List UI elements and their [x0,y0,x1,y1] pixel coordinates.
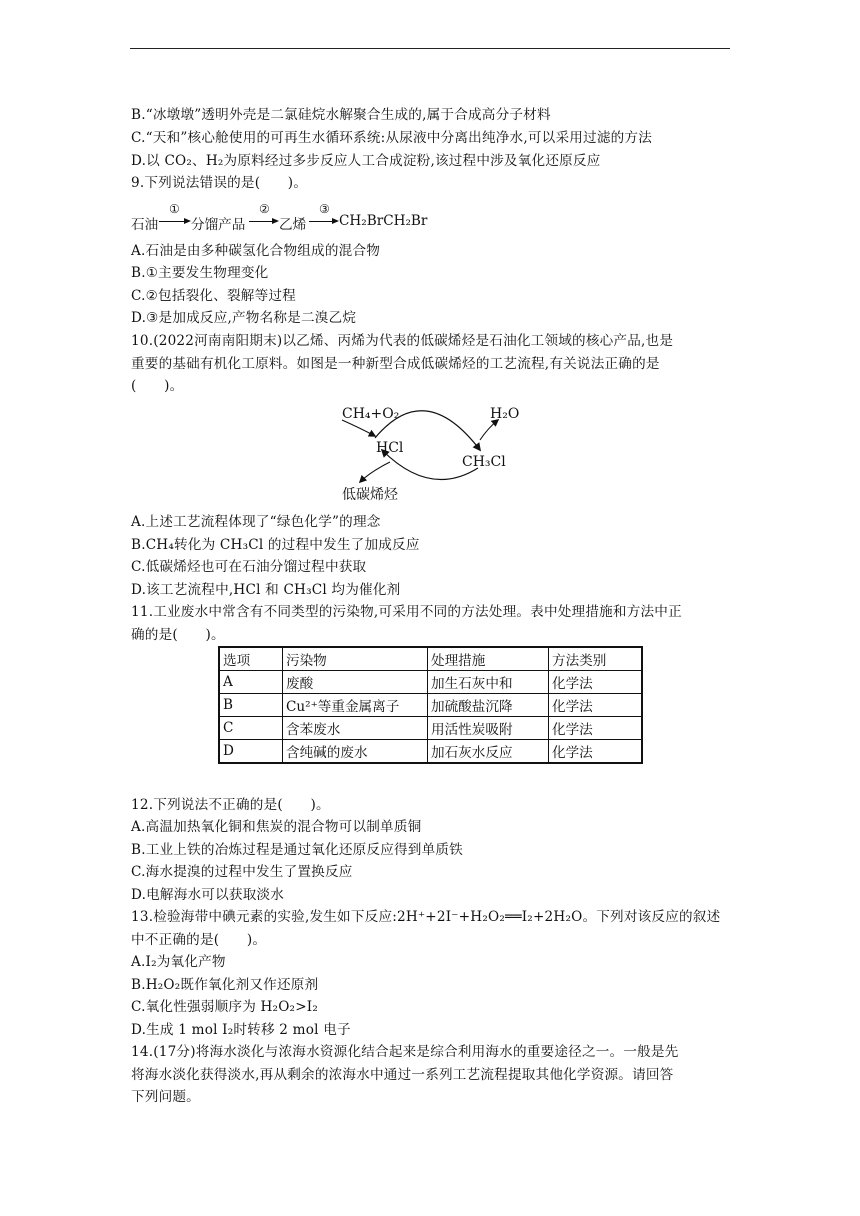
q10-option-b: B.CH₄转化为 CH₃Cl 的过程中发生了加成反应 [131,537,420,553]
diagram-output: H₂O [490,406,520,422]
table-cell: C [219,717,283,740]
table-cell: 废酸 [283,671,428,694]
q12-option-a: A.高温加热氧化铜和焦炭的混合物可以制单质铜 [131,819,422,835]
q13-option-c: C.氧化性强弱顺序为 H₂O₂>I₂ [131,999,319,1015]
table-header: 污染物 [283,647,428,671]
diagram-ch3cl: CH₃Cl [462,454,506,470]
q13-option-a: A.I₂为氧化产物 [131,954,226,970]
q10-option-d: D.该工艺流程中,HCl 和 CH₃Cl 均为催化剂 [131,582,401,598]
table-cell: D [219,740,283,764]
table-cell: 加硫酸盐沉降 [428,694,549,717]
q11-stem-2: 确的是( )。 [131,627,225,643]
output-arrow [480,420,498,440]
table-row [219,671,642,694]
q8-option-c: C.“天和”核心舱使用的可再生水循环系统:从尿液中分离出纯净水,可以采用过滤的方法 [131,130,653,146]
q10-stem-1: 10.(2022河南南阳期末)以乙烯、丙烯为代表的低碳烯烃是石油化工领域的核心产品,也是 [131,333,674,349]
q12-stem: 12.下列说法不正确的是( )。 [131,797,330,813]
q10-option-c: C.低碳烯烃也可在石油分馏过程中获取 [131,559,367,575]
table-header: 选项 [219,647,283,671]
q14-stem-2: 将海水淡化获得淡水,再从剩余的浓海水中通过一系列工艺流程提取其他化学资源。请回答 [131,1067,674,1083]
table-header: 方法类别 [549,647,643,671]
q13-stem-1: 13.检验海带中碘元素的实验,发生如下反应:2H⁺+2I⁻+H₂O₂══I₂+2H₂O。下列对该反应的叙述 [131,909,721,925]
table-cell: A [219,671,283,694]
table-cell: 加石灰水反应 [428,740,549,764]
table-row [219,740,642,764]
scheme-product: CH₂BrCH₂Br [339,213,428,229]
q9-option-d: D.③是加成反应,产物名称是二溴乙烷 [131,310,357,326]
diagram-hcl: HCl [376,440,404,456]
q9-option-a: A.石油是由多种碳氢化合物组成的混合物 [131,243,381,259]
q8-option-b: B.“冰墩墩”透明外壳是二氯硅烷水解聚合生成的,属于合成高分子材料 [131,107,551,123]
q13-option-d: D.生成 1 mol I₂时转移 2 mol 电子 [131,1022,351,1038]
q10-option-a: A.上述工艺流程体现了“绿色化学”的理念 [131,514,381,530]
table-cell: 化学法 [549,694,643,717]
q12-option-d: D.电解海水可以获取淡水 [131,887,285,903]
scheme-petroleum: 石油 [131,217,159,233]
q9-option-c: C.②包括裂化、裂解等过程 [131,288,296,304]
q13-option-b: B.H₂O₂既作氧化剂又作还原剂 [131,977,319,993]
q14-stem-3: 下列问题。 [131,1089,200,1105]
table-cell: 加生石灰中和 [428,671,549,694]
q9-stem: 9.下列说法错误的是( )。 [131,175,308,191]
input-arrow [342,420,375,436]
step-3-label: ③ [319,202,330,216]
table-header-row [219,647,642,671]
diagram-input: CH₄+O₂ [342,406,400,422]
scheme-ethylene: 乙烯 [279,217,307,233]
table-cell: 含苯废水 [283,717,428,740]
table-cell: Cu²⁺等重金属离子 [283,694,428,717]
header-rule [130,48,730,49]
q10-stem-2: 重要的基础有机化工原料。如图是一种新型合成低碳烯烃的工艺流程,有关说法正确的是 [131,356,660,372]
step-2-label: ② [259,202,270,216]
process-cycle-diagram [330,398,530,504]
q12-option-c: C.海水提溴的过程中发生了置换反应 [131,864,353,880]
q13-stem-2: 中不正确的是( )。 [131,932,267,948]
q8-option-d: D.以 CO₂、H₂为原料经过多步反应人工合成淀粉,该过程中涉及氧化还原反应 [131,153,601,169]
table-cell: 用活性炭吸附 [428,717,549,740]
q12-option-b: B.工业上铁的冶炼过程是通过氧化还原反应得到单质铁 [131,842,463,858]
diagram-product: 低碳烯烃 [342,487,398,503]
q9-option-b: B.①主要发生物理变化 [131,265,269,281]
table-row [219,694,642,717]
table-header: 处理措施 [428,647,549,671]
table-cell: 化学法 [549,717,643,740]
table-cell: B [219,694,283,717]
step-2-arrow [249,221,277,222]
step-1-label: ① [169,202,180,216]
pollutant-table [218,646,643,764]
scheme-fraction: 分馏产品 [191,217,246,233]
q14-stem-1: 14.(17分)将海水淡化与浓海水资源化结合起来是综合利用海水的重要途径之一。一般是先 [131,1044,679,1060]
table-row [219,717,642,740]
step-3-arrow [309,221,337,222]
table-cell: 化学法 [549,740,643,764]
q10-stem-3: ( )。 [131,378,184,394]
q9-reaction-scheme [131,202,451,232]
table-cell: 化学法 [549,671,643,694]
product-arrow [360,462,390,482]
step-1-arrow [159,221,189,222]
q11-stem-1: 11.工业废水中常含有不同类型的污染物,可采用不同的方法处理。表中处理措施和方法中正 [131,604,682,620]
table-cell: 含纯碱的废水 [283,740,428,764]
